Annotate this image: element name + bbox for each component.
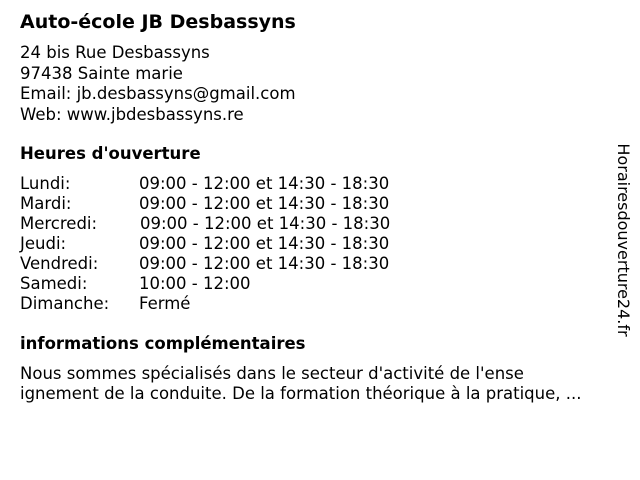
opening-hours-heading: Heures d'ouverture bbox=[20, 144, 201, 163]
time-range: 10:00 - 12:00 bbox=[139, 274, 251, 293]
contact-web: Web: www.jbdesbassyns.re bbox=[20, 104, 244, 124]
business-name: Auto-école JB Desbassyns bbox=[20, 11, 296, 33]
description-line: Nous sommes spécialisés dans le secteur d'activité de l'ense bbox=[20, 364, 524, 383]
day-label: Samedi: bbox=[20, 274, 88, 293]
day-label: Dimanche: bbox=[20, 294, 110, 313]
time-range: Fermé bbox=[139, 294, 191, 313]
time-range: 09:00 - 12:00 et 14:30 - 18:30 bbox=[140, 214, 391, 233]
address-street: 24 bis Rue Desbassyns bbox=[20, 43, 210, 62]
additional-info-heading: informations complémentaires bbox=[20, 334, 306, 353]
day-label: Vendredi: bbox=[20, 254, 99, 273]
day-label: Mercredi: bbox=[20, 214, 98, 233]
day-label: Mardi: bbox=[20, 194, 72, 213]
business-description bbox=[20, 364, 620, 404]
time-range: 09:00 - 12:00 et 14:30 - 18:30 bbox=[139, 254, 390, 273]
time-range: 09:00 - 12:00 et 14:30 - 18:30 bbox=[139, 234, 390, 253]
site-watermark: Horairesdouverture24.fr bbox=[614, 143, 633, 337]
description-line: ignement de la conduite. De la formation théorique à la pratique, ... bbox=[20, 384, 582, 403]
time-range: 09:00 - 12:00 et 14:30 - 18:30 bbox=[139, 194, 390, 213]
day-label: Jeudi: bbox=[20, 234, 67, 253]
contact-block bbox=[20, 43, 296, 125]
contact-email: Email: jb.desbassyns@gmail.com bbox=[20, 84, 296, 103]
day-label: Lundi: bbox=[20, 174, 71, 193]
address-city: 97438 Sainte marie bbox=[20, 63, 183, 83]
time-range: 09:00 - 12:00 et 14:30 - 18:30 bbox=[139, 174, 390, 193]
